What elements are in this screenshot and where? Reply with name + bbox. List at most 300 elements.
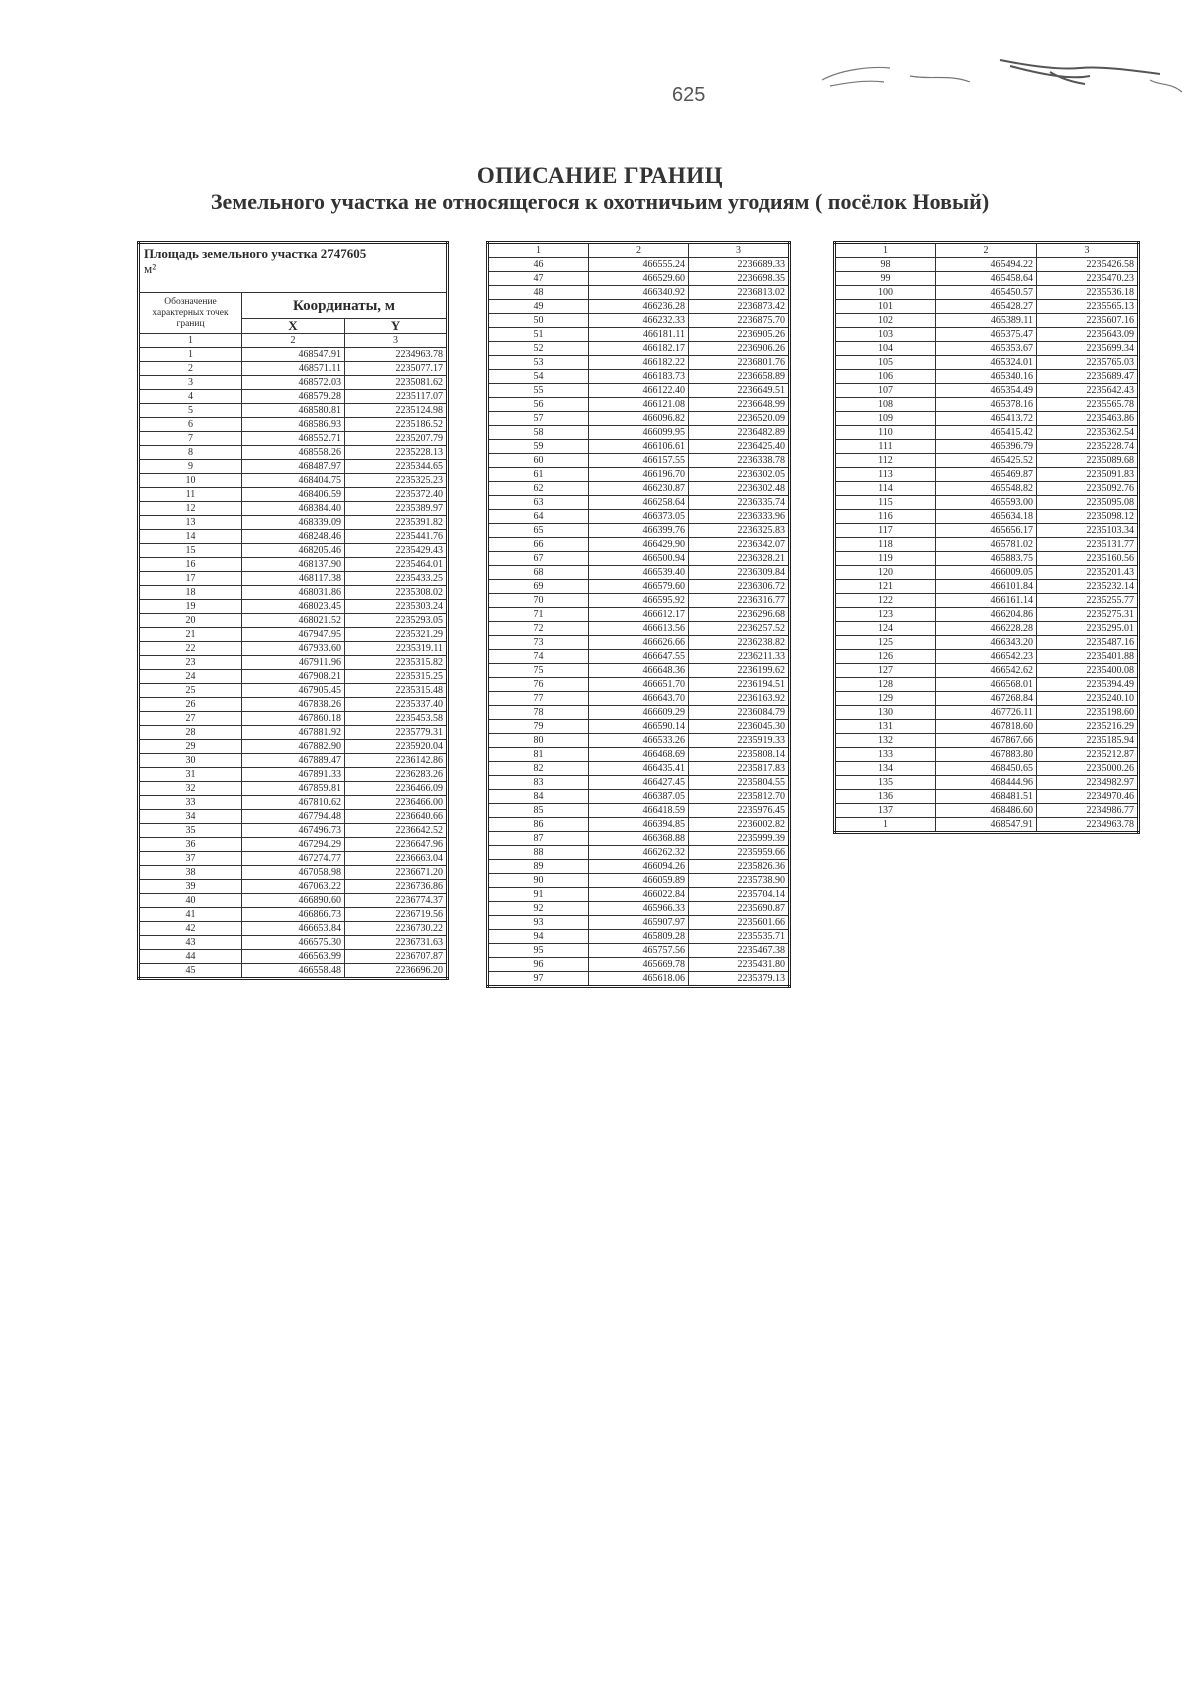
table-row [488, 454, 790, 468]
x-coordinate: 465389.11 [936, 314, 1037, 328]
point-number: 99 [835, 272, 936, 286]
x-coordinate: 466183.73 [589, 370, 689, 384]
y-coordinate: 2235379.13 [689, 972, 790, 987]
table-row [488, 412, 790, 426]
y-coordinate: 2235959.66 [689, 846, 790, 860]
y-coordinate: 2235394.49 [1037, 678, 1139, 692]
table-row [835, 496, 1139, 510]
point-number: 89 [488, 860, 589, 874]
y-coordinate: 2235362.54 [1037, 426, 1139, 440]
point-header: Обозначение характерных точек границ [139, 293, 242, 334]
table-row [139, 390, 448, 404]
x-coordinate: 466648.36 [589, 664, 689, 678]
point-number: 21 [139, 628, 242, 642]
point-number: 56 [488, 398, 589, 412]
x-coordinate: 465618.06 [589, 972, 689, 987]
y-coordinate: 2236328.21 [689, 552, 790, 566]
x-coordinate: 467496.73 [242, 824, 345, 838]
y-coordinate: 2235198.60 [1037, 706, 1139, 720]
x-coordinate: 466651.70 [589, 678, 689, 692]
point-number: 36 [139, 838, 242, 852]
point-number: 65 [488, 524, 589, 538]
table-row [835, 300, 1139, 314]
table-row [139, 488, 448, 502]
point-number: 112 [835, 454, 936, 468]
x-coordinate: 466563.99 [242, 950, 345, 964]
x-coordinate: 466059.89 [589, 874, 689, 888]
point-number: 50 [488, 314, 589, 328]
table-row [488, 748, 790, 762]
y-coordinate: 2235808.14 [689, 748, 790, 762]
y-coordinate: 2235607.16 [1037, 314, 1139, 328]
point-number: 123 [835, 608, 936, 622]
x-coordinate: 467810.62 [242, 796, 345, 810]
table-row [488, 944, 790, 958]
x-coordinate: 468205.46 [242, 544, 345, 558]
y-coordinate: 2235228.13 [345, 446, 448, 460]
y-coordinate: 2235315.25 [345, 670, 448, 684]
x-coordinate: 468552.71 [242, 432, 345, 446]
x-coordinate: 467860.18 [242, 712, 345, 726]
column-number: 1 [835, 243, 936, 258]
table-row [488, 286, 790, 300]
y-coordinate: 2235232.14 [1037, 580, 1139, 594]
point-number: 135 [835, 776, 936, 790]
x-coordinate: 466196.70 [589, 468, 689, 482]
x-coordinate: 466533.26 [589, 734, 689, 748]
table-row [139, 348, 448, 362]
point-number: 7 [139, 432, 242, 446]
table-row [488, 580, 790, 594]
point-number: 78 [488, 706, 589, 720]
x-coordinate: 468486.60 [936, 804, 1037, 818]
point-number: 64 [488, 510, 589, 524]
table-row [835, 482, 1139, 496]
table-row [835, 678, 1139, 692]
point-number: 4 [139, 390, 242, 404]
y-coordinate: 2235089.68 [1037, 454, 1139, 468]
y-coordinate: 2235303.24 [345, 600, 448, 614]
y-coordinate: 2236905.26 [689, 328, 790, 342]
point-number: 27 [139, 712, 242, 726]
table-row [139, 684, 448, 698]
x-coordinate: 466161.14 [936, 594, 1037, 608]
table-row [835, 370, 1139, 384]
point-number: 62 [488, 482, 589, 496]
x-coordinate: 466399.76 [589, 524, 689, 538]
x-coordinate: 466232.33 [589, 314, 689, 328]
y-coordinate: 2236696.20 [345, 964, 448, 979]
x-coordinate: 466435.41 [589, 762, 689, 776]
y-coordinate: 2236211.33 [689, 650, 790, 664]
point-number: 8 [139, 446, 242, 460]
y-coordinate: 2236482.89 [689, 426, 790, 440]
y-coordinate: 2235738.90 [689, 874, 790, 888]
x-coordinate: 467726.11 [936, 706, 1037, 720]
y-coordinate: 2236302.05 [689, 468, 790, 482]
table-row [488, 706, 790, 720]
x-coordinate: 468547.91 [936, 818, 1037, 833]
y-coordinate: 2236002.82 [689, 818, 790, 832]
point-number: 10 [139, 474, 242, 488]
point-number: 137 [835, 804, 936, 818]
table-row [835, 426, 1139, 440]
point-number: 104 [835, 342, 936, 356]
y-coordinate: 2235976.45 [689, 804, 790, 818]
y-coordinate: 2235453.58 [345, 712, 448, 726]
point-number: 22 [139, 642, 242, 656]
y-coordinate: 2235319.11 [345, 642, 448, 656]
x-coordinate: 466230.87 [589, 482, 689, 496]
y-coordinate: 2235690.87 [689, 902, 790, 916]
table-row [488, 426, 790, 440]
y-coordinate: 2236873.42 [689, 300, 790, 314]
table-row [488, 650, 790, 664]
point-number: 39 [139, 880, 242, 894]
y-coordinate: 2235487.16 [1037, 636, 1139, 650]
x-coordinate: 466542.62 [936, 664, 1037, 678]
x-coordinate: 466343.20 [936, 636, 1037, 650]
x-coordinate: 465634.18 [936, 510, 1037, 524]
table-row [835, 524, 1139, 538]
table-row [835, 636, 1139, 650]
x-coordinate: 468450.65 [936, 762, 1037, 776]
x-coordinate: 466643.70 [589, 692, 689, 706]
y-coordinate: 2235240.10 [1037, 692, 1139, 706]
x-coordinate: 467911.96 [242, 656, 345, 670]
y-coordinate: 2235441.76 [345, 530, 448, 544]
y-coordinate: 2235372.40 [345, 488, 448, 502]
y-coordinate: 2236425.40 [689, 440, 790, 454]
table-row [835, 804, 1139, 818]
y-coordinate: 2234963.78 [345, 348, 448, 362]
x-coordinate: 466394.85 [589, 818, 689, 832]
table-row [488, 356, 790, 370]
x-coordinate: 466101.84 [936, 580, 1037, 594]
table-row [139, 572, 448, 586]
y-coordinate: 2236658.89 [689, 370, 790, 384]
column-number-row [488, 243, 790, 258]
table-row [835, 272, 1139, 286]
point-number: 87 [488, 832, 589, 846]
point-number: 75 [488, 664, 589, 678]
y-coordinate: 2236199.62 [689, 664, 790, 678]
area-cell [139, 243, 448, 293]
y-coordinate: 2235308.02 [345, 586, 448, 600]
x-coordinate: 466204.86 [936, 608, 1037, 622]
table-row [835, 776, 1139, 790]
table-row [139, 432, 448, 446]
point-number: 107 [835, 384, 936, 398]
y-coordinate: 2236325.83 [689, 524, 790, 538]
coords-header: Координаты, м [242, 293, 448, 319]
table-row [835, 818, 1139, 833]
table-row [488, 832, 790, 846]
document-subtitle: Земельного участка не относящегося к охотничьим угодиям ( посёлок Новый) [210, 189, 990, 214]
y-coordinate: 2235689.47 [1037, 370, 1139, 384]
y-coordinate: 2235275.31 [1037, 608, 1139, 622]
point-number: 34 [139, 810, 242, 824]
point-number: 53 [488, 356, 589, 370]
table-row [139, 460, 448, 474]
point-number: 124 [835, 622, 936, 636]
y-coordinate: 2236309.84 [689, 566, 790, 580]
x-coordinate: 468571.11 [242, 362, 345, 376]
point-number: 121 [835, 580, 936, 594]
x-coordinate: 467268.84 [936, 692, 1037, 706]
y-coordinate: 2236875.70 [689, 314, 790, 328]
point-number: 109 [835, 412, 936, 426]
table-row [835, 510, 1139, 524]
x-coordinate: 466181.11 [589, 328, 689, 342]
point-number: 115 [835, 496, 936, 510]
table-row [835, 650, 1139, 664]
table-row [835, 748, 1139, 762]
x-coordinate: 466595.92 [589, 594, 689, 608]
table-row [835, 328, 1139, 342]
point-number: 72 [488, 622, 589, 636]
x-coordinate: 467859.81 [242, 782, 345, 796]
table-row [488, 692, 790, 706]
x-coordinate: 466182.22 [589, 356, 689, 370]
y-coordinate: 2235098.12 [1037, 510, 1139, 524]
area-label: Площадь земельного участка 2747605 [144, 246, 367, 261]
x-coordinate: 467882.90 [242, 740, 345, 754]
table-row [835, 258, 1139, 272]
x-coordinate: 465353.67 [936, 342, 1037, 356]
point-number: 26 [139, 698, 242, 712]
x-coordinate: 468558.26 [242, 446, 345, 460]
x-coordinate: 468481.51 [936, 790, 1037, 804]
y-coordinate: 2235919.33 [689, 734, 790, 748]
x-coordinate: 466568.01 [936, 678, 1037, 692]
area-unit: м² [144, 261, 157, 276]
point-number: 83 [488, 776, 589, 790]
point-number: 117 [835, 524, 936, 538]
y-coordinate: 2236316.77 [689, 594, 790, 608]
y-coordinate: 2235699.34 [1037, 342, 1139, 356]
x-coordinate: 466182.17 [589, 342, 689, 356]
point-number: 103 [835, 328, 936, 342]
point-number: 59 [488, 440, 589, 454]
point-number: 106 [835, 370, 936, 384]
column-number: 2 [936, 243, 1037, 258]
table-row [488, 860, 790, 874]
point-number: 97 [488, 972, 589, 987]
y-coordinate: 2235426.58 [1037, 258, 1139, 272]
y-coordinate: 2236774.37 [345, 894, 448, 908]
table-row [139, 656, 448, 670]
x-coordinate: 465354.49 [936, 384, 1037, 398]
y-coordinate: 2235337.40 [345, 698, 448, 712]
point-number: 74 [488, 650, 589, 664]
table-row [835, 734, 1139, 748]
point-number: 18 [139, 586, 242, 600]
table-row [835, 706, 1139, 720]
table-row [488, 804, 790, 818]
y-coordinate: 2236333.96 [689, 510, 790, 524]
table-row [488, 776, 790, 790]
y-coordinate: 2236801.76 [689, 356, 790, 370]
table-row [139, 446, 448, 460]
y-coordinate: 2235812.70 [689, 790, 790, 804]
point-number: 118 [835, 538, 936, 552]
point-number: 40 [139, 894, 242, 908]
x-coordinate: 468248.46 [242, 530, 345, 544]
point-number: 60 [488, 454, 589, 468]
table-row [139, 628, 448, 642]
y-coordinate: 2236813.02 [689, 286, 790, 300]
point-number: 5 [139, 404, 242, 418]
point-number: 85 [488, 804, 589, 818]
table-row [835, 664, 1139, 678]
x-coordinate: 465966.33 [589, 902, 689, 916]
point-number: 32 [139, 782, 242, 796]
table-row [139, 866, 448, 880]
point-number: 54 [488, 370, 589, 384]
x-coordinate: 465494.22 [936, 258, 1037, 272]
table-row [488, 608, 790, 622]
y-coordinate: 2236084.79 [689, 706, 790, 720]
point-number: 111 [835, 440, 936, 454]
y-coordinate: 2235321.29 [345, 628, 448, 642]
x-coordinate: 466022.84 [589, 888, 689, 902]
y-coordinate: 2235325.23 [345, 474, 448, 488]
point-number: 127 [835, 664, 936, 678]
table-row [835, 314, 1139, 328]
table-row [139, 404, 448, 418]
x-coordinate: 466558.48 [242, 964, 345, 979]
point-number: 29 [139, 740, 242, 754]
point-number: 120 [835, 566, 936, 580]
table-row [835, 468, 1139, 482]
point-number: 16 [139, 558, 242, 572]
coordinates-table-3 [833, 241, 1140, 834]
point-number: 15 [139, 544, 242, 558]
point-number: 67 [488, 552, 589, 566]
table-row [835, 552, 1139, 566]
table-row [488, 468, 790, 482]
y-coordinate: 2236648.99 [689, 398, 790, 412]
point-number: 23 [139, 656, 242, 670]
x-coordinate: 465656.17 [936, 524, 1037, 538]
table-row [835, 398, 1139, 412]
table-row [488, 972, 790, 987]
y-coordinate: 2235433.25 [345, 572, 448, 586]
x-coordinate: 465428.27 [936, 300, 1037, 314]
y-coordinate: 2235389.97 [345, 502, 448, 516]
point-number: 33 [139, 796, 242, 810]
point-number: 43 [139, 936, 242, 950]
x-coordinate: 468586.93 [242, 418, 345, 432]
point-number: 38 [139, 866, 242, 880]
x-coordinate: 467818.60 [936, 720, 1037, 734]
y-coordinate: 2236707.87 [345, 950, 448, 964]
y-coordinate: 2236306.72 [689, 580, 790, 594]
point-number: 63 [488, 496, 589, 510]
point-number: 9 [139, 460, 242, 474]
table-row [139, 544, 448, 558]
x-coordinate: 467881.92 [242, 726, 345, 740]
table-row [488, 734, 790, 748]
y-coordinate: 2235095.08 [1037, 496, 1139, 510]
table-row [488, 818, 790, 832]
y-coordinate: 2235344.65 [345, 460, 448, 474]
y-coordinate: 2235391.82 [345, 516, 448, 530]
x-coordinate: 468579.28 [242, 390, 345, 404]
table-row [488, 902, 790, 916]
point-number: 31 [139, 768, 242, 782]
y-coordinate: 2235160.56 [1037, 552, 1139, 566]
x-coordinate: 465375.47 [936, 328, 1037, 342]
table-row [488, 314, 790, 328]
point-number: 69 [488, 580, 589, 594]
point-number: 52 [488, 342, 589, 356]
point-number: 77 [488, 692, 589, 706]
table-row [139, 726, 448, 740]
x-coordinate: 466612.17 [589, 608, 689, 622]
table-row [139, 600, 448, 614]
table-row [488, 370, 790, 384]
x-coordinate: 466539.40 [589, 566, 689, 580]
y-coordinate: 2235920.04 [345, 740, 448, 754]
y-coordinate: 2236302.48 [689, 482, 790, 496]
point-number: 28 [139, 726, 242, 740]
column-number-row [835, 243, 1139, 258]
table-row [488, 720, 790, 734]
x-coordinate: 465548.82 [936, 482, 1037, 496]
y-coordinate: 2235804.55 [689, 776, 790, 790]
x-coordinate: 465378.16 [936, 398, 1037, 412]
point-number: 17 [139, 572, 242, 586]
y-coordinate: 2235765.03 [1037, 356, 1139, 370]
x-coordinate: 465907.97 [589, 916, 689, 930]
x-coordinate: 466262.32 [589, 846, 689, 860]
y-coordinate: 2236671.20 [345, 866, 448, 880]
x-header: X [242, 319, 345, 334]
x-coordinate: 467294.29 [242, 838, 345, 852]
table-row [139, 614, 448, 628]
x-coordinate: 466579.60 [589, 580, 689, 594]
y-coordinate: 2236698.35 [689, 272, 790, 286]
table-row [488, 538, 790, 552]
y-coordinate: 2235643.09 [1037, 328, 1139, 342]
x-coordinate: 468547.91 [242, 348, 345, 362]
point-number: 101 [835, 300, 936, 314]
point-number: 57 [488, 412, 589, 426]
table-row [488, 566, 790, 580]
y-coordinate: 2235201.43 [1037, 566, 1139, 580]
point-number: 134 [835, 762, 936, 776]
table-row [139, 936, 448, 950]
x-coordinate: 467905.45 [242, 684, 345, 698]
point-number: 20 [139, 614, 242, 628]
x-coordinate: 466373.05 [589, 510, 689, 524]
y-coordinate: 2235103.34 [1037, 524, 1139, 538]
point-number: 96 [488, 958, 589, 972]
y-coordinate: 2234982.97 [1037, 776, 1139, 790]
point-number: 81 [488, 748, 589, 762]
y-coordinate: 2235565.13 [1037, 300, 1139, 314]
x-coordinate: 465669.78 [589, 958, 689, 972]
y-coordinate: 2236647.96 [345, 838, 448, 852]
table-row [488, 594, 790, 608]
point-number: 58 [488, 426, 589, 440]
y-coordinate: 2235704.14 [689, 888, 790, 902]
y-header: Y [345, 319, 448, 334]
table-row [835, 790, 1139, 804]
point-number: 25 [139, 684, 242, 698]
